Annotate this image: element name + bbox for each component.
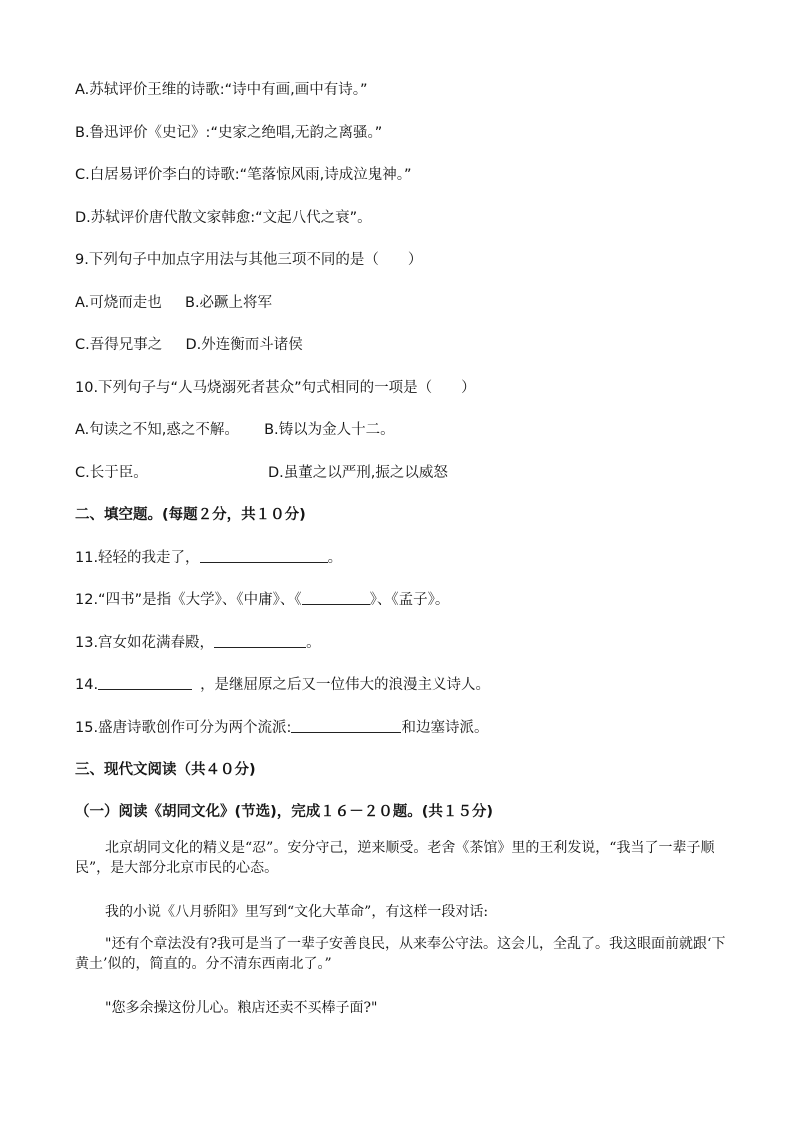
section-2-title: 二、填空题。(每题２分，共１０分) — [75, 507, 306, 523]
q9-option-c: C.吾得兄事之 — [75, 337, 163, 353]
q13 — [75, 633, 321, 653]
passage-paragraph-3: "还有个章法没有?我可是当了一辈子安善良民，从来奉公守法。这会儿，全乱了。我这眼面前就跟‘下黄土’似的，简直的。分不清东西南北了。” — [75, 936, 726, 972]
q13-suffix: 。 — [306, 635, 321, 651]
q12-answer-blank[interactable] — [302, 590, 370, 605]
q13-prefix: 13.宫女如花满春殿， — [75, 635, 215, 651]
q14 — [75, 675, 490, 695]
q10-stem: 10.下列句子与“人马烧溺死者甚众”句式相同的一项是（ ） — [75, 380, 476, 396]
q8-option-a: A.苏轼评价王维的诗歌:“诗中有画,画中有诗。” — [75, 82, 368, 98]
q11 — [75, 548, 342, 568]
q12 — [75, 590, 449, 610]
q9-option-d: D.外连衡而斗诸侯 — [185, 337, 303, 353]
q9-stem: 9.下列句子中加点字用法与其他三项不同的是（ ） — [75, 252, 423, 268]
passage-paragraph-2: 我的小说《八月骄阳》里写到“文化大革命”，有这样一段对话: — [105, 904, 489, 920]
passage-paragraph-1: 北京胡同文化的精义是“忍”。安分守己，逆来顺受。老舍《茶馆》里的王利发说，“我当了一辈子顺民”，是大部分北京市民的心态。 — [75, 840, 715, 876]
q8-option-d: D.苏轼评价唐代散文家韩愈:“文起八代之衰”。 — [75, 210, 372, 226]
section-3-title: 三、现代文阅读（共４０分) — [75, 762, 256, 778]
q13-answer-blank[interactable] — [214, 633, 306, 648]
q8-option-b: B.鲁迅评价《史记》:“史家之绝唱,无韵之离骚。” — [75, 125, 383, 141]
passage-paragraph-4: "您多余操这份儿心。粮店还卖不买棒子面?" — [105, 1000, 378, 1016]
q12-suffix: 》、《孟子》。 — [369, 592, 450, 608]
q10-option-b: B.铸以为金人十二。 — [264, 422, 395, 438]
q8-option-c: C.白居易评价李白的诗歌:“笔落惊风雨,诗成泣鬼神。” — [75, 167, 412, 183]
q10-option-d: D.虽董之以严刑,振之以威怒 — [268, 465, 448, 481]
q10-option-a: A.句读之不知,惑之不解。 — [75, 422, 239, 438]
q15-prefix: 15.盛唐诗歌创作可分为两个流派: — [75, 720, 292, 736]
q9-options-row-2 — [75, 335, 303, 355]
q10-options-row-1 — [75, 420, 395, 440]
q15-suffix: 和边塞诗派。 — [401, 720, 489, 736]
part-1-title: （一）阅读《胡同文化》(节选)，完成１６－２０题。(共１５分) — [75, 804, 494, 820]
q14-prefix: 14. — [75, 677, 99, 693]
q14-answer-blank[interactable] — [98, 675, 192, 690]
q15-answer-blank[interactable] — [291, 718, 401, 733]
q9-options-row-1 — [75, 293, 272, 313]
q12-prefix: 12.“四书”是指《大学》、《中庸》、《 — [75, 592, 302, 608]
q11-prefix: 11.轻轻的我走了， — [75, 550, 200, 566]
q9-option-a: A.可烧而走也 — [75, 295, 162, 311]
q11-suffix: 。 — [327, 550, 343, 566]
q10-option-c: C.长于臣。 — [75, 465, 148, 481]
q14-suffix: ，是继屈原之后又一位伟大的浪漫主义诗人。 — [200, 677, 491, 693]
q11-answer-blank[interactable] — [200, 548, 328, 563]
q15 — [75, 718, 488, 738]
q9-option-b: B.必蹶上将军 — [185, 295, 273, 311]
